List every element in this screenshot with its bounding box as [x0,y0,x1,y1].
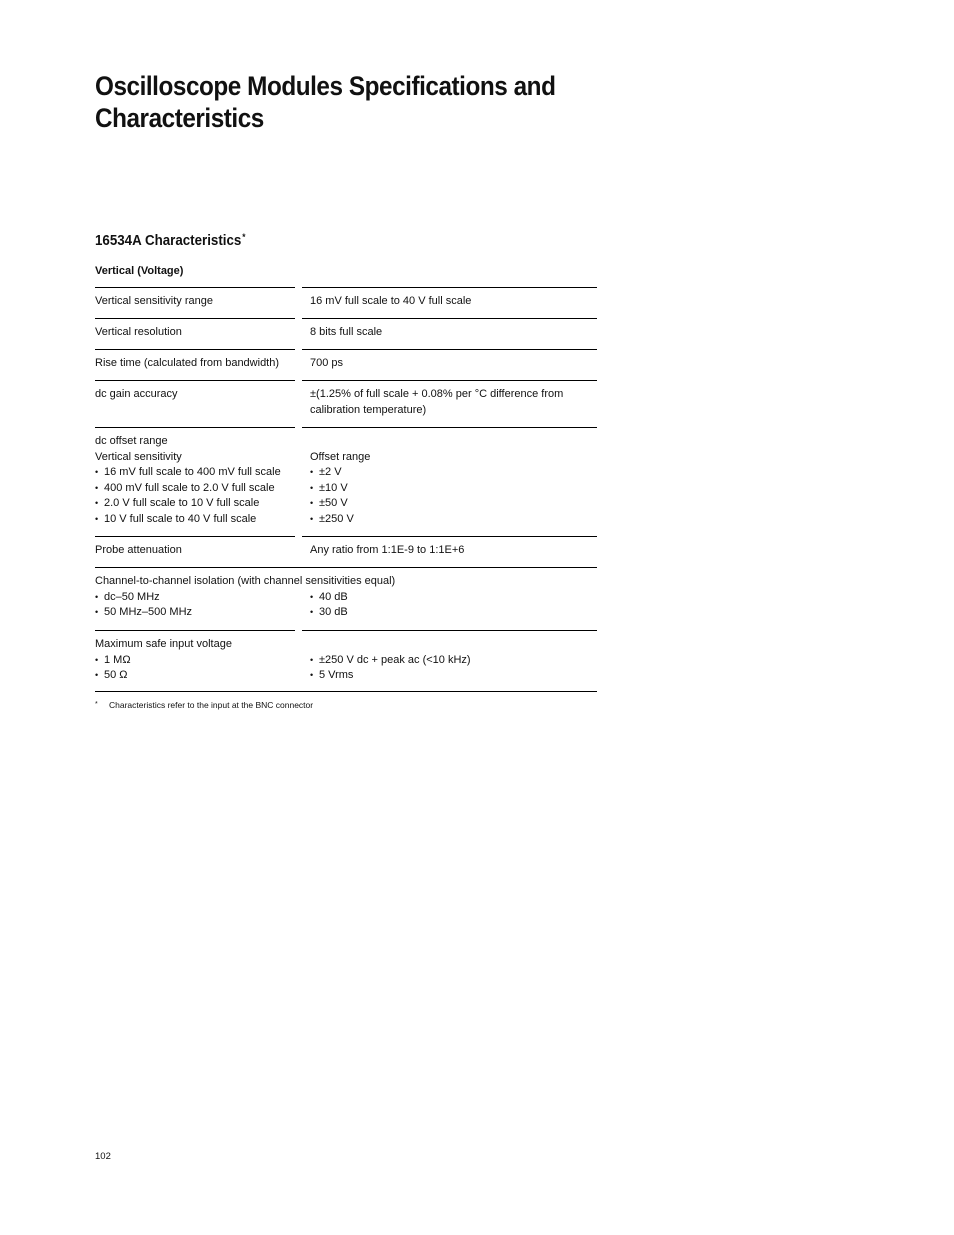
list-item: • ±2 V [310,465,597,481]
spec-value: Any ratio from 1:1E-9 to 1:1E+6 [310,544,465,556]
spec-table [95,287,597,692]
list-item: • dc–50 MHz [95,590,300,606]
spec-row-dc-gain-accuracy [95,380,597,427]
list-item: • 10 V full scale to 40 V full scale [95,512,300,528]
page-title-line-1: Oscilloscope Modules Specifications and [95,71,556,101]
spec-label: dc gain accuracy [95,388,178,400]
list-item: • 2.0 V full scale to 10 V full scale [95,496,300,512]
spec-row-channel-isolation [95,567,597,630]
spec-label: Probe attenuation [95,544,182,556]
page-title-line-2: Characteristics [95,103,264,133]
spec-value-group [310,653,597,684]
section-title-text: 16534A Characteristics [95,233,242,249]
list-item: • 1 MΩ [95,653,300,669]
spec-label: Rise time (calculated from bandwidth) [95,357,280,369]
spec-label: dc offset range [95,435,168,447]
spec-label: Vertical resolution [95,326,182,338]
footnote [95,699,313,711]
spec-label: Vertical sensitivity range [95,295,213,307]
list-item: • 40 dB [310,590,597,606]
spec-value: 700 ps [310,357,344,369]
spec-label: Channel-to-channel isolation (with channel sensitivities equal) [95,575,396,587]
list-item: • 5 Vrms [310,668,597,684]
spec-row-dc-offset-range [95,427,597,536]
list-item: • 50 Ω [95,668,300,684]
column-head-offset-range: Offset range [310,450,371,463]
list-item: • 16 mV full scale to 400 mV full scale [95,465,300,481]
list-item: • ±50 V [310,496,597,512]
subsection-title: Vertical (Voltage) [95,265,184,277]
spec-value-group [310,590,597,621]
list-item: • 50 MHz–500 MHz [95,605,300,621]
section-title [95,228,245,250]
spec-row-probe-attenuation [95,536,597,567]
spec-row-vertical-sensitivity [95,287,597,318]
spec-value-line-2: calibration temperature) [310,403,427,416]
spec-row-vertical-resolution [95,318,597,349]
list-item: • 400 mV full scale to 2.0 V full scale [95,481,300,497]
page-number: 102 [95,1151,111,1162]
list-item: • ±250 V [310,512,597,528]
list-item: • 30 dB [310,605,597,621]
spec-value-line-1: ±(1.25% of full scale + 0.08% per °C difference from [310,388,564,400]
spec-row-rise-time [95,349,597,380]
list-item: • ±250 V dc + peak ac (<10 kHz) [310,653,597,669]
spec-label-group [95,434,300,528]
spec-value: 16 mV full scale to 40 V full scale [310,295,472,307]
spec-label-group [95,637,300,684]
spec-value [310,387,597,418]
page-title [95,70,599,134]
section-title-footnote-mark: * [242,232,246,242]
spec-label: Maximum safe input voltage [95,638,232,650]
spec-label-group [95,590,300,621]
column-head-vertical-sensitivity: Vertical sensitivity [95,450,182,463]
spec-value-group [310,450,597,528]
list-item: • ±10 V [310,481,597,497]
footnote-mark: * [95,701,98,708]
spec-value: 8 bits full scale [310,326,383,338]
spec-row-max-input-voltage [95,630,597,692]
footnote-text: Characteristics refer to the input at the BNC connector [109,700,314,710]
